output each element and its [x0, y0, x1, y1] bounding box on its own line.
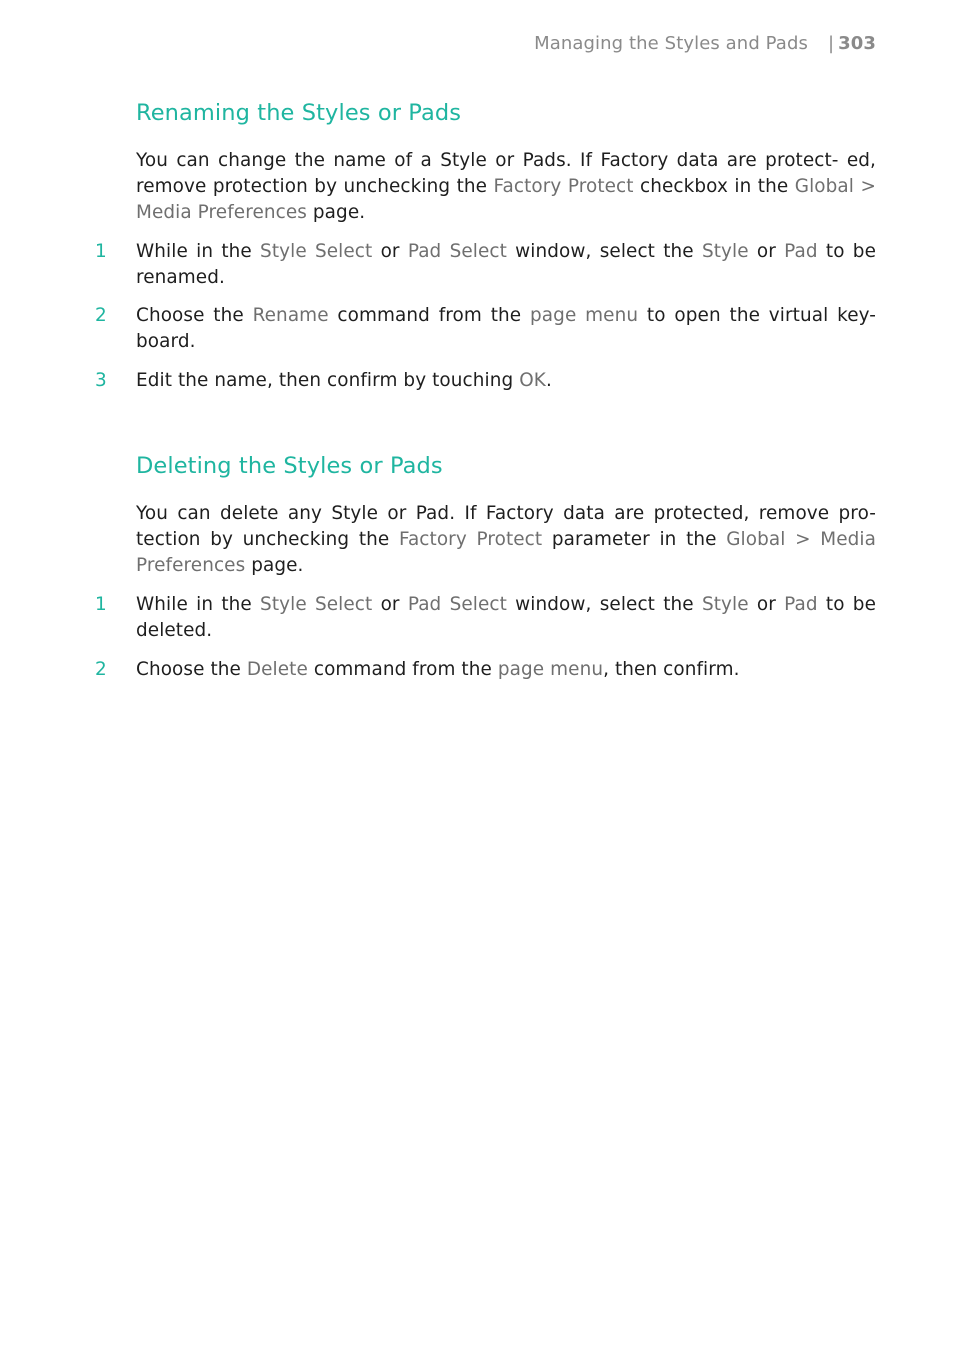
step-number: 1 — [95, 594, 107, 615]
style-select-label: Style Select — [260, 594, 373, 615]
step-number: 2 — [95, 659, 107, 680]
pad-label: Pad — [784, 241, 818, 262]
pad-select-label: Pad Select — [407, 241, 507, 262]
section-title-renaming: Renaming the Styles or Pads — [136, 100, 462, 126]
page-menu-label: page menu — [497, 659, 604, 680]
ok-label: OK — [519, 370, 546, 391]
rename-command-label: Rename — [252, 305, 329, 326]
page-header — [534, 33, 876, 54]
page-menu-label: page menu — [530, 305, 639, 326]
renaming-intro: You can change the name of a Style or Pads. If Factory data are protect- ed, remove protection by unchecking the Factory Protect checkbox in the Global > Media Preferences page. — [136, 150, 876, 223]
deleting-intro: You can delete any Style or Pad. If Factory data are protected, remove pro- tection by unchecking the Factory Protect parameter in the Global > Media Preferences page. — [136, 503, 876, 576]
deleting-step-1: 1 While in the Style Select or Pad Select window, select the Style or Pad to be deleted. — [95, 594, 876, 641]
deleting-step-2: 2 Choose the Delete command from the page menu, then confirm. — [136, 657, 876, 683]
style-label: Style — [701, 241, 749, 262]
renaming-step-2: 2 Choose the Rename command from the page menu to open the virtual key- board. — [95, 305, 877, 352]
step-number: 2 — [95, 305, 107, 326]
pad-select-label: Pad Select — [407, 594, 507, 615]
global-media-preferences-label: Global > Media Preferences — [136, 529, 876, 576]
step-number: 3 — [95, 370, 107, 391]
global-media-preferences-label: Global > Media Preferences — [136, 176, 876, 223]
chapter-title: Managing the Styles and Pads — [534, 33, 808, 54]
section-title-deleting: Deleting the Styles or Pads — [136, 453, 443, 479]
renaming-step-1: 1 While in the Style Select or Pad Select window, select the Style or Pad to be renamed. — [95, 241, 876, 288]
delete-command-label: Delete — [246, 659, 308, 680]
factory-protect-label: Factory Protect — [493, 176, 634, 197]
step-number: 1 — [95, 241, 107, 262]
style-label: Style — [701, 594, 749, 615]
renaming-step-3: 3 Edit the name, then confirm by touching OK. — [136, 368, 876, 394]
header-separator: | — [827, 33, 835, 54]
factory-protect-label: Factory Protect — [398, 529, 543, 550]
style-select-label: Style Select — [260, 241, 373, 262]
page-number: 303 — [838, 33, 876, 54]
pad-label: Pad — [784, 594, 818, 615]
